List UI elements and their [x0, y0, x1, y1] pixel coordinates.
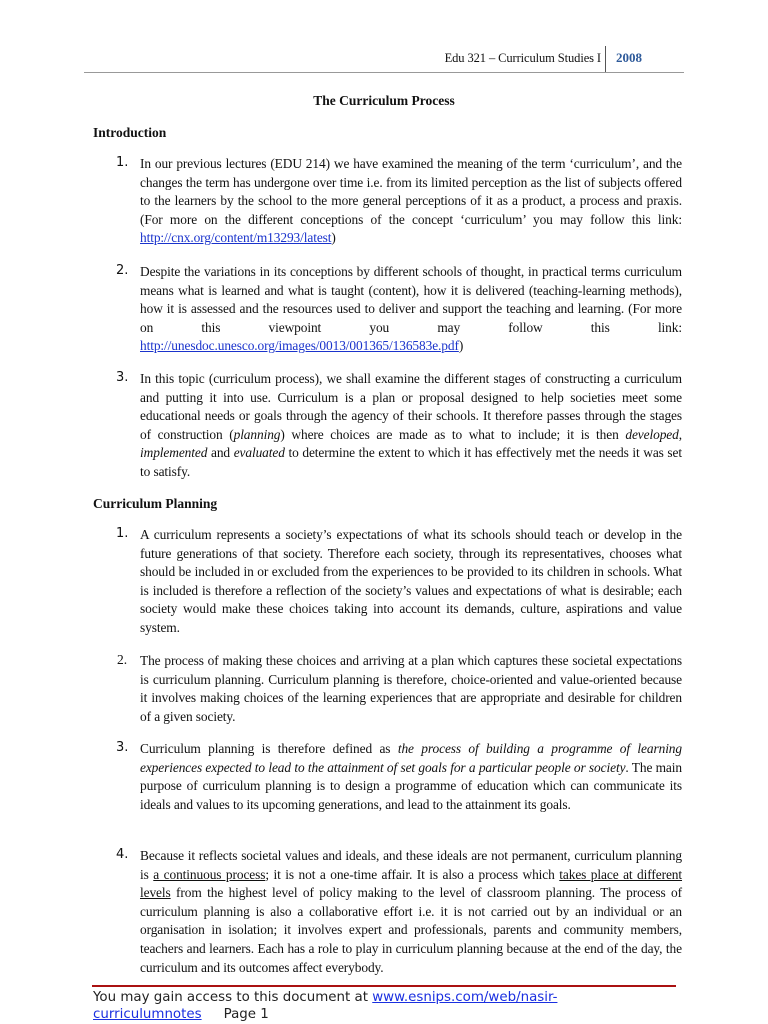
item-number: 2.: [116, 263, 129, 278]
item-number: 2.: [117, 652, 128, 667]
item-number: 4.: [116, 847, 129, 862]
document-title: The Curriculum Process: [313, 93, 455, 108]
item-text: In this topic (curriculum process), we shall examine the different stages of constructing a curriculum and putting it into use. Curriculum is a plan or proposal designed to help societies meet some educational needs or goals through the agency of their schools. It therefore passes through the stages of construction (planning) where choices are made as to what to include; it is then developed, implemented and evaluated to determine the extent to which it has effectively met the needs it was set to satisfy.: [140, 371, 683, 479]
list-item: [92, 740, 682, 814]
item-text: Because it reflects societal values and ideals, and these ideals are not permanent, curriculum planning is a continuous process; it is not a one-time affair. It is also a process which takes place at different levels from the highest level of policy making to the level of classroom planning. The process of curriculum planning is also a collaborative effort i.e. it is not carried out by an individual or an organisation in isolation; it involves expert and professionals, parents and community members, teachers and learners. Each has a role to play in curriculum planning because at the end of the day, the curriculum and its outcomes affect everybody.: [140, 848, 683, 975]
list-item: [92, 263, 682, 356]
unesdoc-link[interactable]: http://unesdoc.unesco.org/images/0013/001365/136583e.pdf: [140, 338, 459, 354]
item-number: 1.: [116, 155, 129, 170]
header-rule: [84, 72, 684, 73]
list-item: [92, 526, 682, 638]
footer-text: You may gain access to this document at: [93, 990, 373, 1005]
cnx-link[interactable]: http://cnx.org/content/m13293/latest: [140, 230, 332, 246]
item-number: 3.: [116, 740, 129, 755]
header-year: 2008: [616, 50, 642, 65]
section-heading-curriculum-planning: Curriculum Planning: [93, 496, 218, 511]
item-text: Despite the variations in its conceptions by different schools of thought, in practical terms curriculum means what is learned and what is taught (content), how it is delivered (teaching-learning methods), how it is assessed and the resources used to deliver and support the teaching and learning. (For more on this viewpoint you may follow this link: http://unesdoc.unesco.org/images/0013/001365/136583e.pdf): [140, 264, 682, 354]
item-number: 3.: [116, 370, 129, 385]
item-number: 1.: [116, 526, 129, 541]
esnips-link[interactable]: www.esnips.com/web/nasir-curriculumnotes: [93, 990, 558, 1022]
header-divider: [605, 46, 606, 72]
list-item: [92, 155, 682, 248]
section-heading-introduction: Introduction: [93, 125, 167, 140]
item-text: A curriculum represents a society’s expectations of what its schools should teach or develop in the future generations of that society. Therefore each society, through its representatives, chooses what should be included in or excluded from the experiences to be provided to its children in schools. What is included is therefore a reflection of the society’s values and expectations of what is desirable; each society would make these choices taking into account its demands, culture, aspirations and value system.: [140, 527, 682, 635]
list-item: [92, 370, 682, 482]
footer-rule: [92, 985, 676, 987]
page-footer: [93, 989, 653, 1023]
list-item: [92, 847, 682, 977]
list-item: [92, 652, 682, 726]
header-course-title: Edu 321 – Curriculum Studies I: [444, 51, 601, 65]
item-text: Curriculum planning is therefore defined as the process of building a programme of learning experiences expected to lead to the attainment of set goals for a particular people or society. The main purpose of curriculum planning is to design a programme of education which can communicate its ideals and values to its upcoming generations, and lead to the attainment its goals.: [140, 741, 683, 812]
item-text: The process of making these choices and arriving at a plan which captures these societal expectations is curriculum planning. Curriculum planning is therefore, choice-oriented and value-oriented because it involves making choices of the learning experiences that are appropriate and desirable for children of a given society.: [140, 653, 682, 724]
page-number: Page 1: [223, 1007, 269, 1022]
item-text: In our previous lectures (EDU 214) we have examined the meaning of the term ‘curriculum’, and the changes the term has undergone over time i.e. from its limited perception as the list of subjects offered to the learners by the school to the more general perceptions of it as a product, a process and praxis. (For more on the different conceptions of the concept ‘curriculum’ you may follow this link: http://cnx.org/content/m13293/latest): [140, 156, 682, 246]
